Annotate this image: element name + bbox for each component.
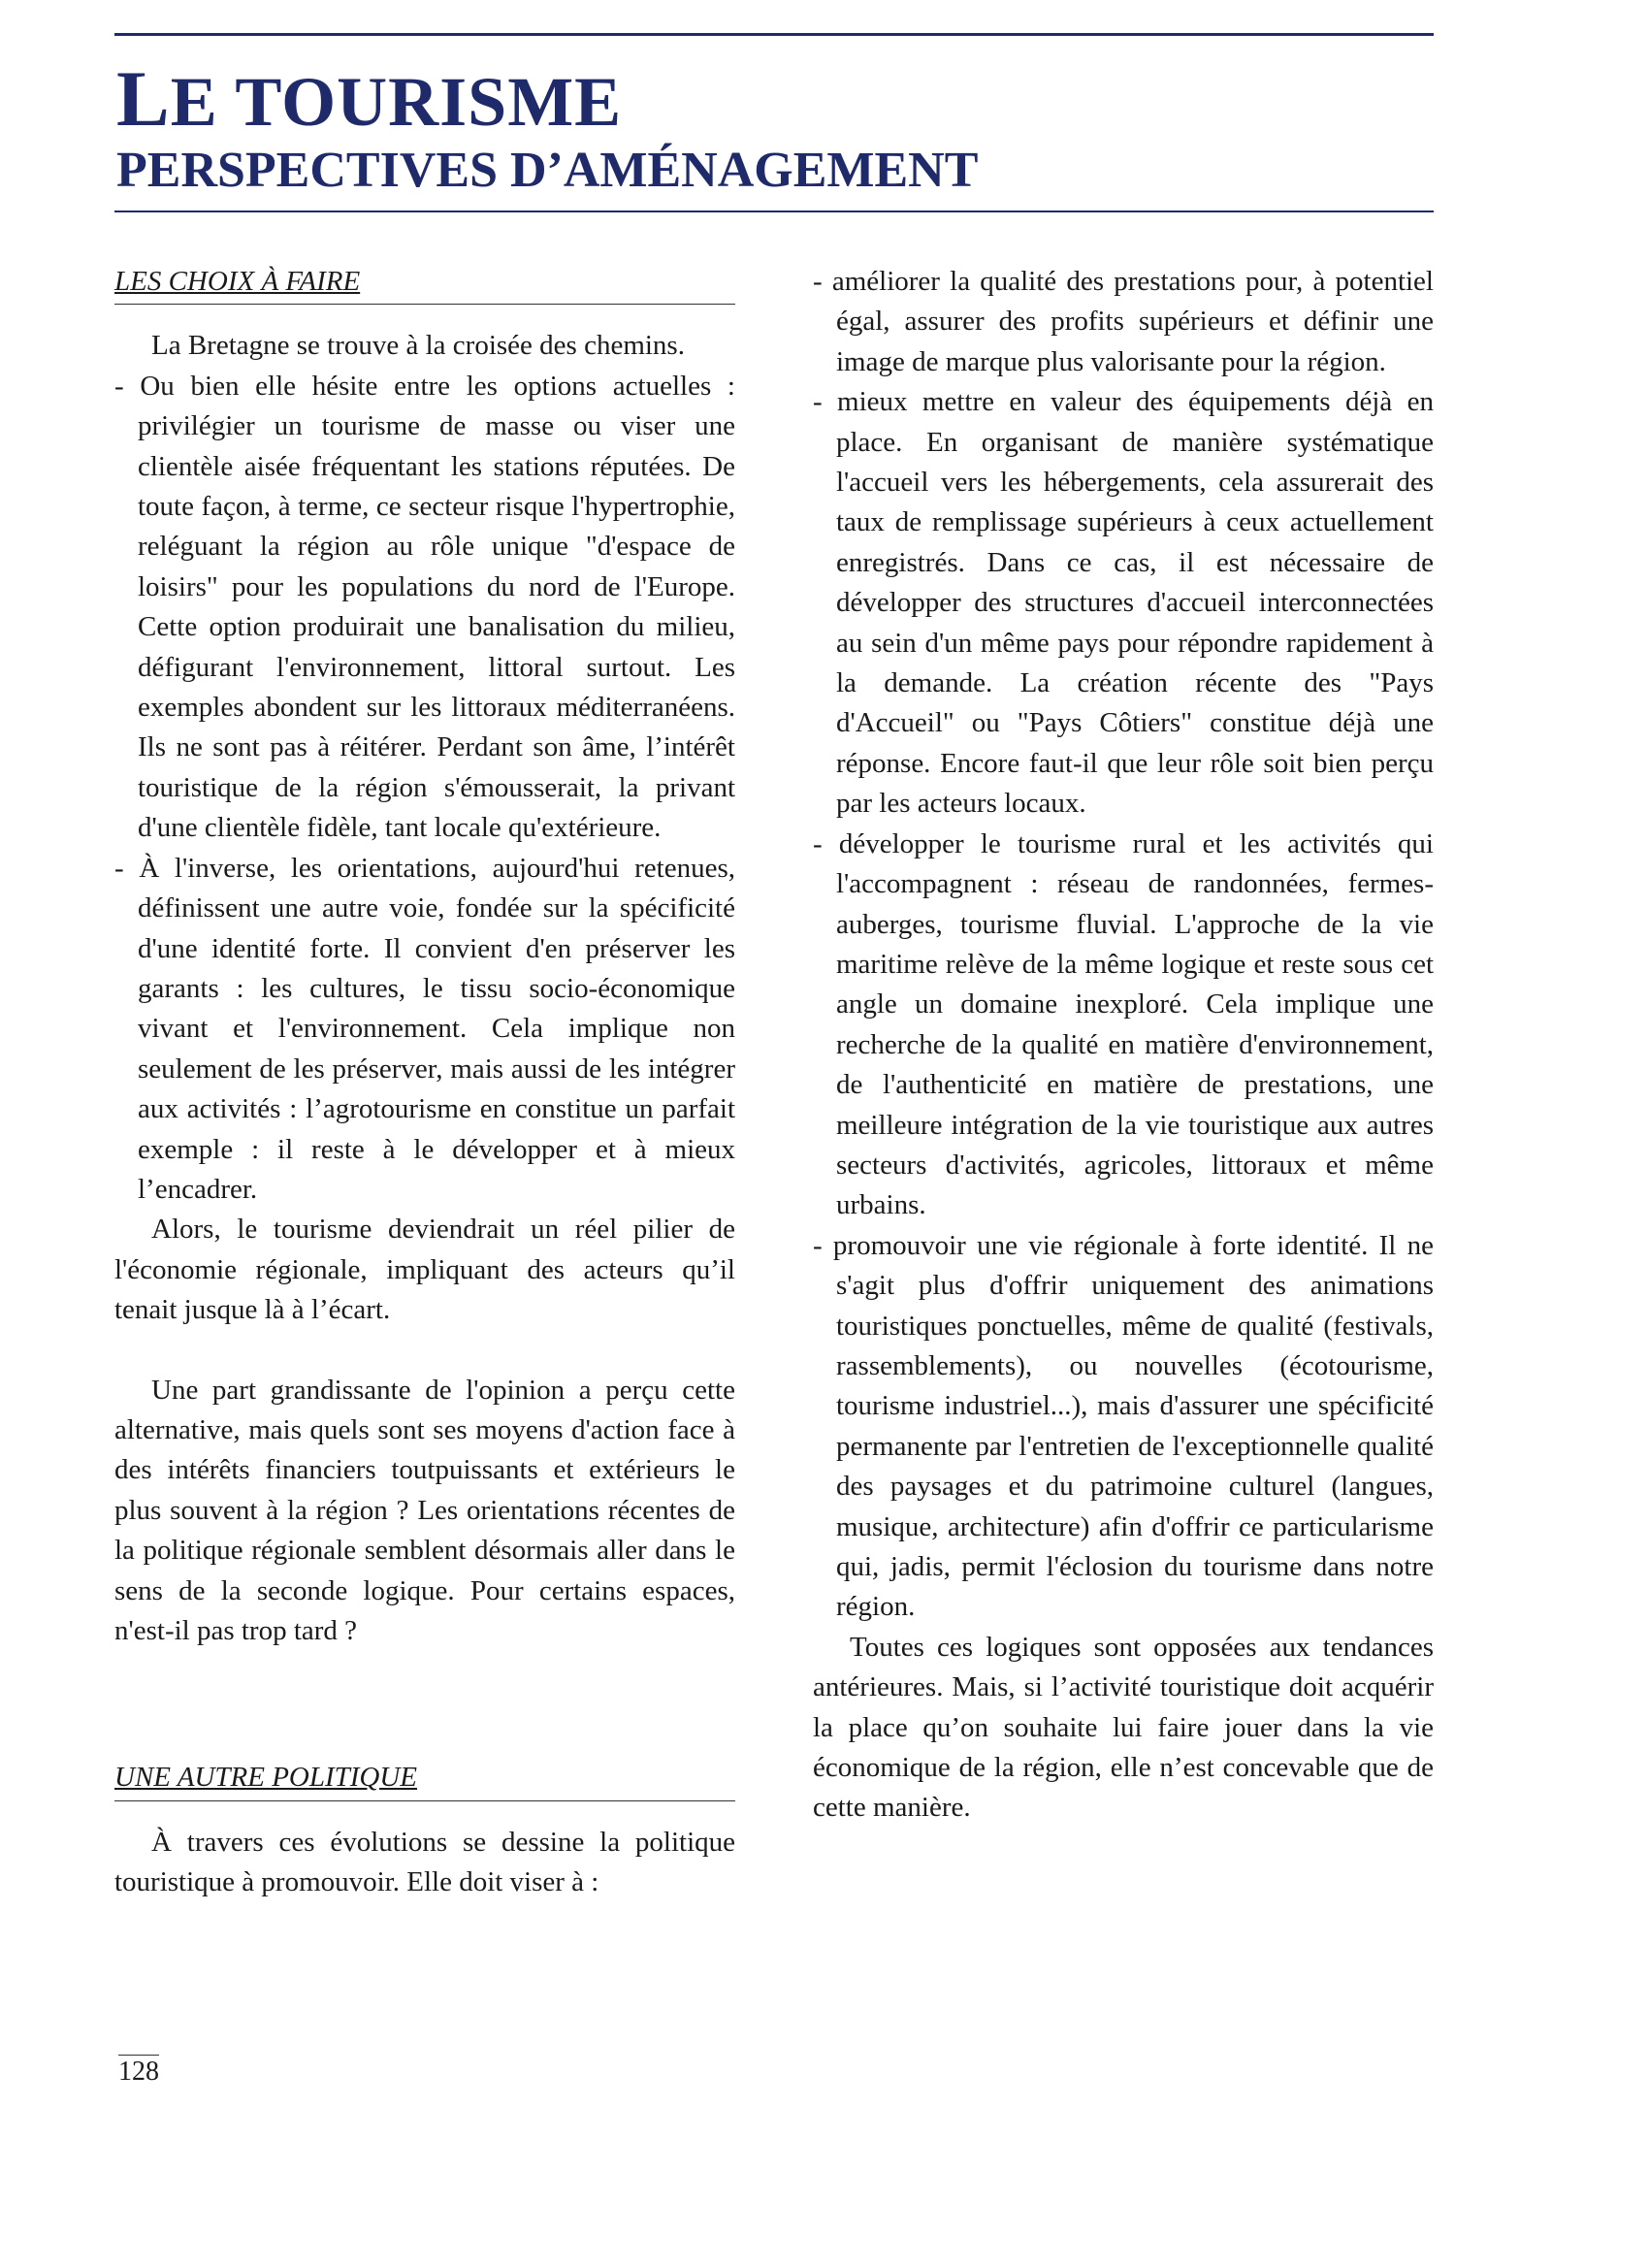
page-title xyxy=(116,54,978,143)
title-rule xyxy=(114,211,1434,212)
section-heading-choix xyxy=(114,262,735,305)
page-number: 128 xyxy=(118,2057,159,2087)
bullet-paragraph: - développer le tourisme rural et les activités qui l'accompagnent : réseau de randonnées, fermes-auberges, tourisme fluvial. L'approche de la vie maritime relève de la même logique et reste sous cet angle un domaine inexploré. Cela implique une recherche de la qualité en matière d'environnement, de l'authenticité en matière de prestations, une meilleure intégration de la vie touristique aux autres secteurs d'activités, agricoles, littoraux et même urbains. xyxy=(813,827,1434,1221)
bullet-paragraph: - promouvoir une vie régionale à forte identité. Il ne s'agit plus d'offrir uniquement des animations touristiques ponctuelles, même de qualité (festivals, rassemblements), ou nouvelles (écotourisme, tourisme industriel...), mais d'assurer une spécificité permanente par l'entretien de l'exceptionnelle qualité des paysages et du patrimoine culturel (langues, musique, architecture) afin d'offrir ce particularisme qui, jadis, permit l'éclosion du tourisme dans notre région. xyxy=(813,1229,1434,1623)
page-subtitle: PERSPECTIVES D’AMÉNAGEMENT xyxy=(116,143,979,198)
top-rule xyxy=(114,33,1434,36)
title-rest: E TOURISME xyxy=(170,63,623,141)
bullet-paragraph: - Ou bien elle hésite entre les options actuelles : privilégier un tourisme de masse ou viser une clientèle aisée fréquentant les stations réputées. De toute façon, à terme, ce secteur risque l'hypertrophie, reléguant la région au rôle unique "d'espace de loisirs" pour les populations du nord de l'Europe. Cette option produirait une banalisation du milieu, défigurant l'environnement, littoral surtout. Les exemples abondent sur les littoraux méditerranéens. Ils ne sont pas à réitérer. Perdant son âme, l’intérêt touristique de la région s'émousserait, la privant d'une clientèle fidèle, tant locale qu'extérieure. xyxy=(114,370,735,844)
paragraph: Toutes ces logiques sont opposées aux tendances antérieures. Mais, si l’activité touristique doit acquérir la place qu’on souhaite lui faire jouer dans la vie économique de la région, elle n’est concevable que de cette manière. xyxy=(813,1631,1434,1824)
left-column xyxy=(114,262,735,1903)
bullet-paragraph: - mieux mettre en valeur des équipements déjà en place. En organisant de manière systématique l'accueil vers les hébergements, cela assurerait des taux de remplissage supérieurs à ceux actuellement enregistrés. Dans ce cas, il est nécessaire de développer des structures d'accueil interconnectées au sein d'un même pays pour répondre rapidement à la demande. La création récente des "Pays d'Accueil" ou "Pays Côtiers" constitue déjà une réponse. Encore faut-il que leur rôle soit bien perçu par les acteurs locaux. xyxy=(813,386,1434,820)
paragraph: À travers ces évolutions se dessine la politique touristique à promouvoir. Elle doit viser à : xyxy=(114,1826,735,1898)
section-heading-text: LES CHOIX À FAIRE xyxy=(114,266,361,297)
paragraph: Alors, le tourisme deviendrait un réel pilier de l'économie régionale, impliquant des acteurs qu’il tenait jusque là à l’écart. xyxy=(114,1214,735,1326)
bullet-paragraph: - À l'inverse, les orientations, aujourd'hui retenues, définissent une autre voie, fondée sur la spécificité d'une identité forte. Il convient d'en préserver les garants : les cultures, le tissu socio-économique vivant et l'environnement. Cela implique non seulement de les préserver, mais aussi de les intégrer aux activités : l’agrotourisme en constitue un parfait exemple : il reste à le développer et à mieux l’encadrer. xyxy=(114,852,735,1205)
section-heading-politique xyxy=(114,1758,735,1800)
paragraph: Une part grandissante de l'opinion a perçu cette alternative, mais quels sont ses moyens d'action face à des intérêts financiers toutpuissants et extérieurs le plus souvent à la région ? Les orientations récentes de la politique régionale semblent désormais aller dans le sens de la seconde logique. Pour certains espaces, n'est-il pas trop tard ? xyxy=(114,1374,735,1646)
section-heading-text: UNE AUTRE POLITIQUE xyxy=(114,1762,418,1794)
right-column xyxy=(813,262,1434,1829)
paragraph: La Bretagne se trouve à la croisée des chemins. xyxy=(151,330,685,362)
page-number-rule xyxy=(118,2055,159,2056)
title-first-letter: L xyxy=(116,54,171,143)
title-block xyxy=(116,54,979,201)
bullet-paragraph: - améliorer la qualité des prestations pour, à potentiel égal, assurer des profits supérieurs et définir une image de marque plus valorisante pour la région. xyxy=(813,266,1434,377)
